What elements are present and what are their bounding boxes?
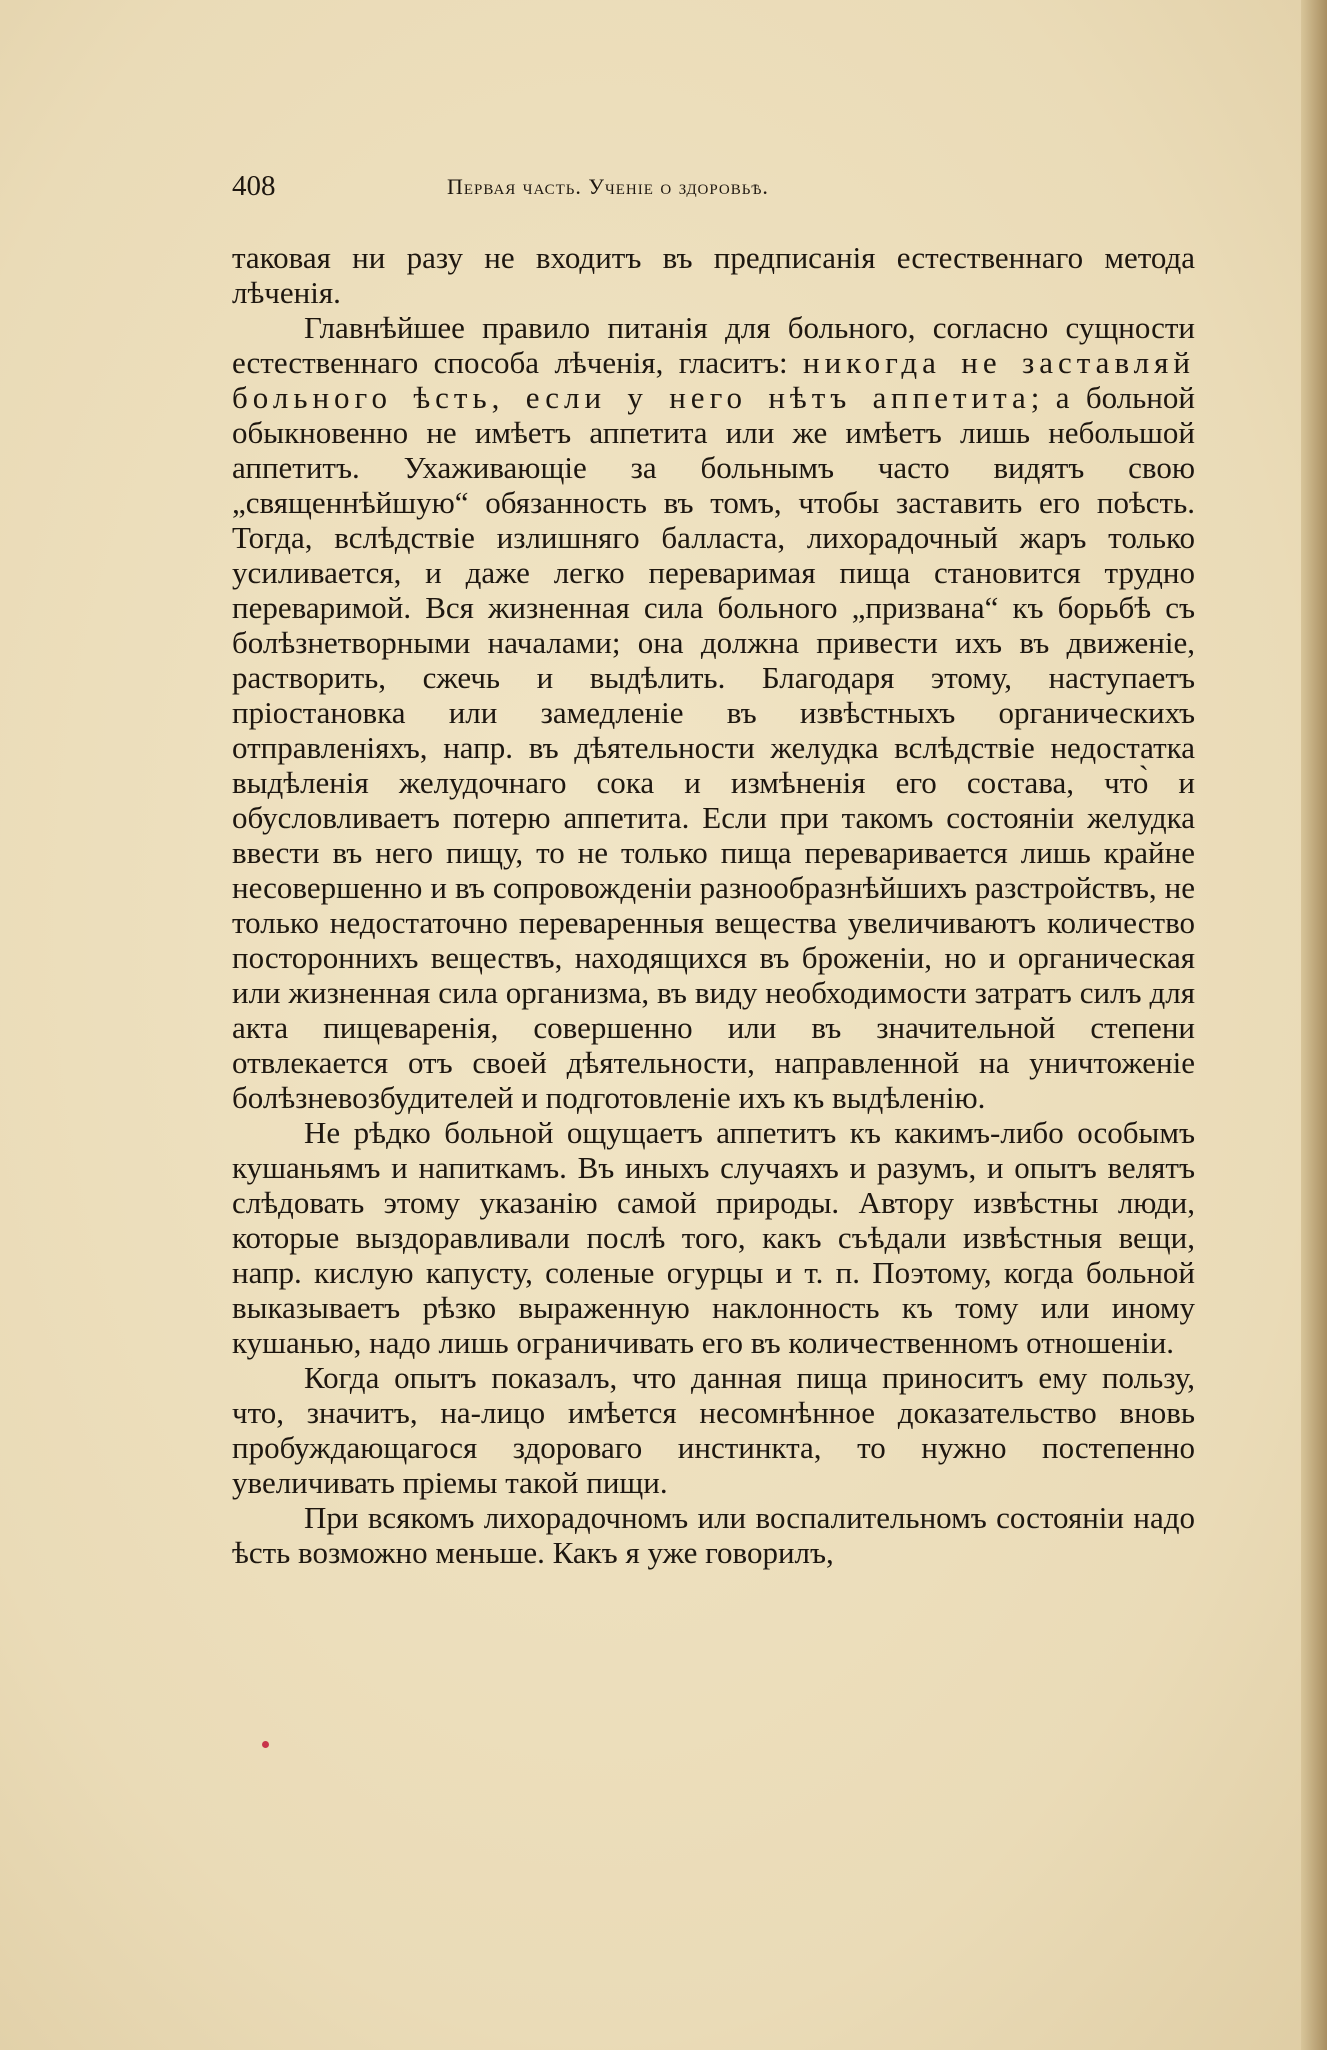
ink-mark <box>262 1741 269 1748</box>
running-head: Первая часть. Ученіе о здоровьѣ. <box>447 174 769 199</box>
paragraph-nutrition-rule <box>232 310 1195 1115</box>
paragraph-text: ; а больной обыкновенно не имѣетъ аппетита или же имѣетъ лишь небольшой аппетитъ. Ухаживающіе за больнымъ часто видятъ свою „священнѣйшую“ обязанность въ томъ, чтобы заставить его поѣсть. Тогда, вслѣдствіе излишняго балласта, лихорадочный жаръ только усиливается, и даже легко переваримая пища становится трудно переваримой. Вся жизненная сила больного „призвана“ къ борьбѣ съ болѣзнетворными началами; она должна привести ихъ въ движеніе, растворить, сжечь и выдѣлить. Благодаря этому, наступаетъ пріостановка или замедленіе въ извѣстныхъ органическихъ отправленіяхъ, напр. въ дѣятельности желудка вслѣдствіе недостатка выдѣленія желудочнаго сока и измѣненія его состава, что̀ и обусловливаетъ потерю аппетита. Если при такомъ состояніи желудка ввести въ него пищу, то не только пища переваривается лишь крайне несовершенно и въ сопровожденіи разнообразнѣйшихъ разстройствъ, не только недостаточно переваренныя вещества увеличиваютъ количество постороннихъ веществъ, находящихся въ броженіи, но и органическая или жизненная сила организма, въ виду необходимости затратъ силъ для акта пищеваренія, совершенно или въ значительной степени отвлекается отъ своей дѣятельности, направленной на уничтоженіе болѣзневозбудителей и подготовленіе ихъ къ выдѣленію. <box>232 380 1195 1115</box>
paragraph-experience: Когда опытъ показалъ, что данная пища приноситъ ему пользу, что, значитъ, на-лицо имѣется несомнѣнное доказательство вновь пробуждающагося здороваго инстинкта, то нужно постепенно увеличивать пріемы такой пищи. <box>232 1360 1195 1500</box>
page-header <box>232 170 992 210</box>
body-text <box>232 240 1195 1570</box>
page-number: 408 <box>232 170 276 202</box>
paragraph-continuation: таковая ни разу не входитъ въ предписанія естественнаго метода лѣченія. <box>232 240 1195 310</box>
paragraph-fever: При всякомъ лихорадочномъ или воспалительномъ состояніи надо ѣсть возможно меньше. Какъ я уже говорилъ, <box>232 1500 1195 1570</box>
paragraph-appetite: Не рѣдко больной ощущаетъ аппетитъ къ какимъ-либо особымъ кушаньямъ и напиткамъ. Въ иныхъ случаяхъ и разумъ, и опытъ велятъ слѣдовать этому указанію самой природы. Автору извѣстны люди, которые выздоравливали послѣ того, какъ съѣдали извѣстныя вещи, напр. кислую капусту, соленые огурцы и т. п. Поэтому, когда больной выказываетъ рѣзко выраженную наклонность къ тому или иному кушанью, надо лишь ограничивать его въ количественномъ отношеніи. <box>232 1115 1195 1360</box>
paragraph-text: Главнѣйшее правило питанія для больного, согласно сущности естественнаго способа лѣченія, гласитъ: <box>232 310 1195 380</box>
page-edge-shadow <box>1301 0 1327 2050</box>
emphasized-rule: никогда не заставляй больного ѣсть, если у него нѣтъ аппетита <box>232 345 1195 415</box>
